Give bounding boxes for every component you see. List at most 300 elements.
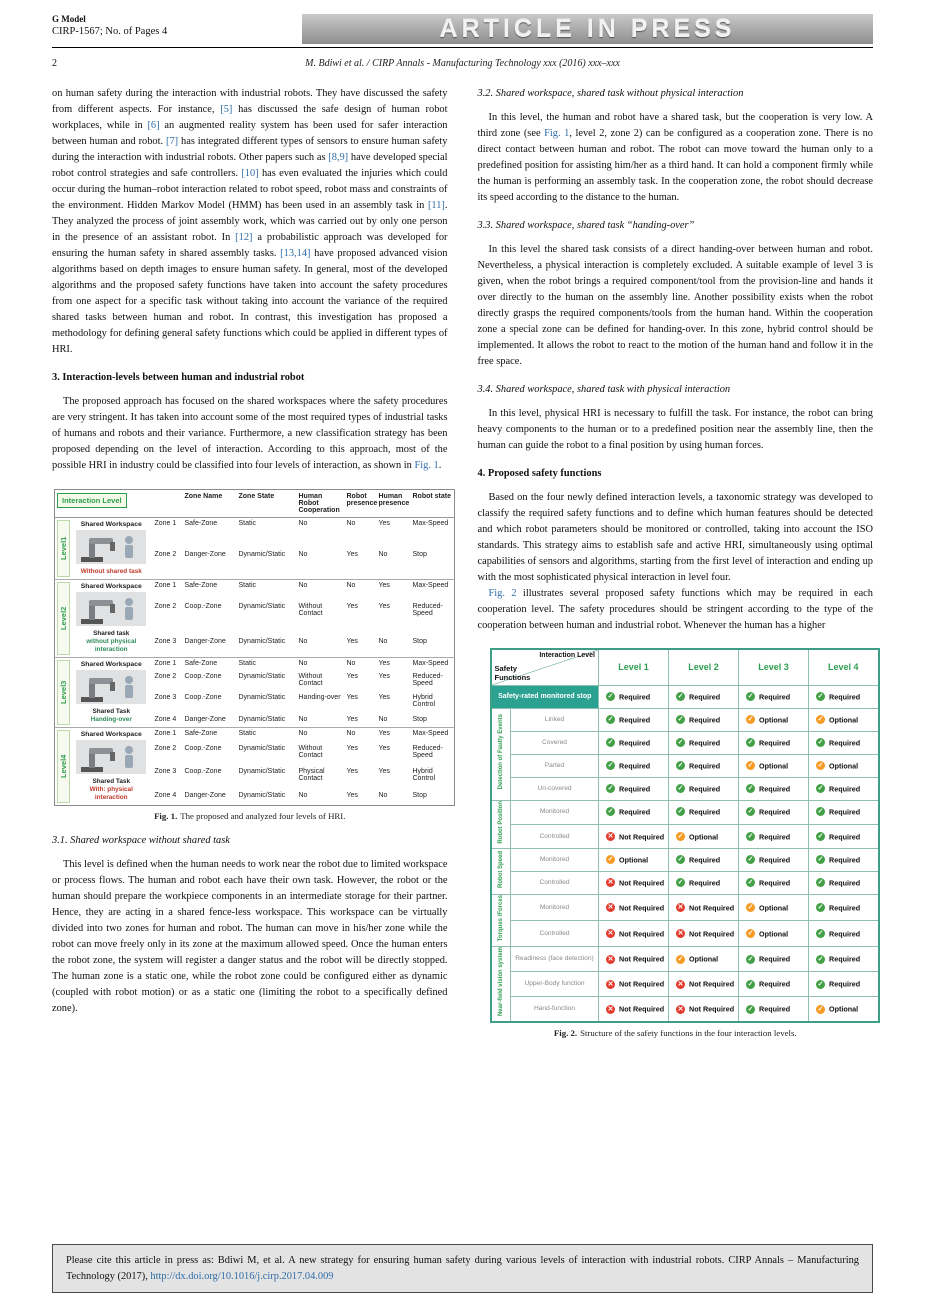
fig2-level-3-header: Level 3 [739, 649, 809, 685]
status-icon-required: ✓ [677, 856, 684, 864]
fig1-cell: Safe-Zone [183, 728, 237, 743]
status-icon-required: ✓ [607, 692, 614, 700]
fig1-cell: No [297, 518, 345, 549]
citation-box [52, 1244, 873, 1293]
safety-status-cell [599, 895, 669, 921]
safety-subfunction-label: Controlled [511, 872, 599, 895]
zone-label: Zone 1 [153, 658, 183, 672]
safety-status-cell [739, 921, 809, 947]
fig1-cell: Dynamic/Static [238, 550, 286, 558]
fig1-cell: Yes [378, 694, 390, 702]
text-segment: an augmented reality system has been used for safer interaction between human and robot. [52, 120, 448, 147]
fig1-cell: No [297, 728, 345, 743]
safety-status-cell [669, 895, 739, 921]
fig1-cell: No [345, 658, 377, 672]
fig1-cell: No [378, 637, 388, 645]
task-subtitle: Shared Task With: physical interaction [89, 778, 133, 801]
fig1-cell: Yes [377, 728, 411, 743]
text-segment: has integrated different types of sensors to ensure human safety during the interaction with industrial robots. Other papers such as [52, 136, 448, 163]
status-icon-not-required: ✕ [607, 930, 614, 938]
status-icon-required: ✓ [747, 784, 754, 792]
safety-status-cell [809, 708, 879, 731]
status-icon-required: ✓ [747, 879, 754, 887]
safety-status-cell [599, 800, 669, 824]
status-icon-not-required: ✕ [677, 1005, 684, 1013]
safety-status-cell [669, 800, 739, 824]
status-icon-not-required: ✕ [607, 980, 614, 988]
fig2-table [490, 648, 880, 1023]
status-icon-required: ✓ [677, 715, 684, 723]
fig1-cell: Without Contact [298, 603, 323, 618]
fig2-level-1-header: Level 1 [599, 649, 669, 685]
fig1-cell: Yes [378, 744, 390, 752]
safety-status-cell [809, 824, 879, 848]
fig1-col-robot-presence: Robot presence [345, 490, 377, 518]
fig1-body [55, 518, 455, 806]
safety-status-cell [809, 685, 879, 708]
fig1-cell: Reduced-Speed [412, 603, 443, 618]
fig1-cell: Danger-Zone [184, 550, 226, 558]
text-segment: has discussed the safe design of human robot workplaces, while in [52, 104, 448, 131]
fig1-cell: Coop.-Zone [184, 694, 222, 702]
inline-reference-link[interactable]: [5] [220, 104, 233, 115]
safety-status-cell [599, 708, 669, 731]
inline-reference-link[interactable]: Fig. 2 [488, 588, 517, 599]
section-33-heading: 3.3. Shared workspace, shared task “handing-over” [477, 220, 695, 231]
status-icon-required: ✓ [747, 1005, 754, 1013]
status-icon-required: ✓ [677, 692, 684, 700]
inline-reference-link[interactable]: [10] [241, 168, 259, 179]
safety-status-cell [809, 849, 879, 872]
safety-group-cell [491, 849, 511, 895]
status-icon-required: ✓ [817, 856, 824, 864]
fig2-row [491, 872, 879, 895]
fig1-row [55, 658, 455, 672]
safety-status-cell [739, 731, 809, 754]
inline-reference-link[interactable]: [11] [427, 200, 445, 211]
status-text: Not Required [619, 979, 665, 989]
inline-reference-link[interactable]: [13,14] [280, 248, 311, 259]
status-text: Required [829, 878, 861, 888]
fig1-cell: Yes [346, 694, 358, 702]
safety-status-cell [809, 921, 879, 947]
inline-reference-link[interactable]: [6] [147, 120, 160, 131]
fig1-cell: No [297, 580, 345, 602]
fig1-cell: Yes [346, 637, 358, 645]
status-text: Required [759, 878, 791, 888]
status-text: Not Required [619, 954, 665, 964]
fig2-row [491, 849, 879, 872]
two-column-body [52, 86, 873, 1038]
fig1-level-block-level2 [55, 580, 153, 658]
status-icon-required: ✓ [677, 738, 684, 746]
fig2-row [491, 731, 879, 754]
section-4-heading: 4. Proposed safety functions [477, 468, 602, 479]
running-title: M. Bdiwi et al. / CIRP Annals - Manufacturing Technology xxx (2016) xxx–xxx [305, 58, 620, 69]
safety-status-cell [739, 708, 809, 731]
safety-group-label: Near-field vision system [497, 947, 504, 1017]
robot-workspace-illustration [76, 592, 146, 628]
fig1-level-block-level4 [55, 728, 153, 806]
task-subtitle: Without shared task [80, 568, 142, 575]
zone-label: Zone 3 [154, 637, 177, 645]
status-icon-optional: ✓ [817, 761, 824, 769]
status-text: Required [829, 783, 861, 793]
fig1-cell: Yes [346, 768, 358, 776]
section-4-paragraph-2 [478, 586, 874, 634]
safety-group-label: Torques /Forces [497, 895, 504, 942]
status-text: Required [829, 954, 861, 964]
safety-status-cell [669, 972, 739, 997]
inline-reference-link[interactable]: Fig. 1 [414, 460, 439, 471]
figure-2 [490, 648, 870, 1023]
safety-status-cell [669, 997, 739, 1023]
fig1-cell: Yes [346, 550, 358, 558]
status-text: Required [619, 737, 651, 747]
fig1-cell: Reduced-Speed [412, 673, 443, 688]
status-icon-required: ✓ [817, 980, 824, 988]
safety-status-cell [739, 800, 809, 824]
safety-status-cell [669, 685, 739, 708]
status-text: Optional [759, 902, 789, 912]
fig1-cell: Dynamic/Static [238, 744, 286, 752]
safety-status-cell [599, 777, 669, 800]
status-icon-required: ✓ [677, 808, 684, 816]
fig1-cell: Static [237, 580, 297, 602]
status-icon-required: ✓ [747, 955, 754, 963]
status-text: Not Required [619, 831, 665, 841]
status-text: Required [689, 878, 721, 888]
level-label: Level4 [57, 730, 70, 803]
fig2-caption-text: Structure of the safety functions in the four interaction levels. [580, 1028, 797, 1039]
fig2-row [491, 972, 879, 997]
status-icon-required: ✓ [677, 879, 684, 887]
inline-reference-link[interactable]: Fig. 1 [544, 128, 570, 139]
section-3-paragraph [52, 394, 448, 474]
status-icon-required: ✓ [817, 879, 824, 887]
status-icon-optional: ✓ [677, 832, 684, 840]
fig2-caption [478, 1028, 874, 1038]
fig1-cell: Coop.-Zone [184, 673, 222, 681]
safety-status-cell [809, 800, 879, 824]
zone-label: Zone 2 [154, 603, 177, 611]
fig2-row [491, 997, 879, 1023]
status-icon-required: ✓ [817, 738, 824, 746]
status-icon-required: ✓ [607, 738, 614, 746]
safety-status-cell [739, 849, 809, 872]
fig1-col-zone [153, 490, 183, 518]
fig1-cell: Dynamic/Static [238, 768, 286, 776]
safety-status-cell [599, 824, 669, 848]
fig1-cell: Danger-Zone [184, 637, 226, 645]
fig1-caption-label: Fig. 1. [154, 811, 178, 821]
fig1-cell: Yes [346, 603, 358, 611]
status-text: Required [619, 783, 651, 793]
robot-workspace-illustration [76, 740, 146, 776]
section-3-heading: 3. Interaction-levels between human and industrial robot [52, 372, 305, 383]
status-text: Not Required [619, 1004, 665, 1014]
safety-status-cell [739, 824, 809, 848]
status-icon-not-required: ✕ [607, 955, 614, 963]
safety-status-cell [599, 947, 669, 972]
safety-status-cell [739, 895, 809, 921]
fig1-cell: No [298, 637, 308, 645]
fig1-cell: Yes [346, 792, 358, 800]
status-text: Optional [829, 760, 859, 770]
fig1-cell: No [345, 580, 377, 602]
status-icon-optional: ✓ [747, 715, 754, 723]
fig2-row [491, 921, 879, 947]
status-icon-required: ✓ [677, 784, 684, 792]
fig1-cell: Dynamic/Static [238, 637, 286, 645]
robot-workspace-illustration [76, 530, 146, 566]
text-segment: have developed special robot control strategies and safe controllers. [52, 152, 448, 179]
status-text: Required [689, 760, 721, 770]
safety-status-cell [809, 731, 879, 754]
status-text: Required [759, 1004, 791, 1014]
fig1-cell: Max-Speed [411, 580, 455, 602]
fig1-cell: Yes [378, 768, 390, 776]
fig1-cell: Max-Speed [411, 658, 455, 672]
status-icon-required: ✓ [747, 808, 754, 816]
section-32-paragraph [478, 110, 874, 206]
status-text: Optional [619, 855, 649, 865]
fig1-cell: Max-Speed [411, 518, 455, 549]
safety-status-cell [599, 972, 669, 997]
fig1-cell: Yes [346, 744, 358, 752]
fig1-row [55, 518, 455, 549]
fig1-cell: Safe-Zone [183, 580, 237, 602]
safety-subfunction-label: Hand-function [511, 997, 599, 1023]
inline-reference-link[interactable]: [12] [235, 232, 253, 243]
fig1-col-human-presence: Human presence [377, 490, 411, 518]
status-icon-not-required: ✕ [677, 903, 684, 911]
status-text: Not Required [689, 929, 735, 939]
status-icon-required: ✓ [747, 980, 754, 988]
inline-reference-link[interactable]: [8,9] [328, 152, 349, 163]
zone-label: Zone 4 [154, 792, 177, 800]
status-icon-required: ✓ [607, 761, 614, 769]
safety-status-cell [669, 947, 739, 972]
safety-status-cell [809, 947, 879, 972]
status-icon-not-required: ✕ [607, 832, 614, 840]
status-icon-required: ✓ [747, 738, 754, 746]
fig1-cell: Without Contact [298, 673, 323, 688]
g-model-label: G Model [52, 14, 86, 24]
zone-label: Zone 4 [154, 715, 177, 723]
status-text: Required [759, 979, 791, 989]
fig1-col-zone-state: Zone State [237, 490, 297, 518]
safety-status-cell [669, 824, 739, 848]
fig2-row [491, 708, 879, 731]
text-segment: Please cite this article in press as: Bdiwi M, et al. A new strategy for ensuring human safety during various levels of interaction with industrial robots. CIRP Annals – Manufacturing Technology (2017), [66, 1255, 859, 1282]
fig1-cell: Reduced-Speed [412, 744, 443, 759]
fig1-cell: No [298, 550, 308, 558]
safety-status-cell [739, 997, 809, 1023]
text-segment: In this level, the human and robot have a shared task, but the cooperation is very low. A third zone (see [477, 112, 873, 139]
status-text: Required [689, 714, 721, 724]
fig1-cell: Static [237, 728, 297, 743]
safety-status-cell [599, 731, 669, 754]
fig1-cell: No [297, 658, 345, 672]
paragraph-intro [52, 86, 448, 358]
workspace-title: Shared Workspace [80, 661, 142, 668]
status-text: Not Required [619, 878, 665, 888]
safety-subfunction-label: Upper-Body function [511, 972, 599, 997]
fig1-cell: Stop [412, 550, 427, 558]
status-text: Required [829, 737, 861, 747]
fig2-corner-safety-functions: Safety Functions [494, 664, 531, 682]
status-text: Optional [759, 760, 789, 770]
status-text: Optional [829, 1004, 859, 1014]
status-text: Required [619, 714, 651, 724]
fig1-cell: Yes [346, 673, 358, 681]
text-segment: on human safety during the interaction with industrial robots. They have discussed the safety from different aspects. For instance, [52, 88, 448, 115]
zone-label: Zone 1 [153, 728, 183, 743]
fig1-cell: Hybrid Control [412, 768, 436, 783]
fig1-cell: No [378, 792, 388, 800]
inline-reference-link[interactable]: [7] [166, 136, 179, 147]
safety-status-cell [809, 872, 879, 895]
safety-group-label: Detection of Faulty Events [497, 713, 504, 790]
fig1-cell: Yes [377, 658, 411, 672]
safety-status-cell [809, 972, 879, 997]
status-icon-not-required: ✕ [607, 1005, 614, 1013]
status-text: Required [619, 691, 651, 701]
fig1-cell: Static [237, 518, 297, 549]
fig1-col-zone-name: Zone Name [183, 490, 237, 518]
fig2-level-2-header: Level 2 [669, 649, 739, 685]
safety-status-cell [669, 777, 739, 800]
safety-status-cell [739, 754, 809, 777]
section-32-heading: 3.2. Shared workspace, shared task without physical interaction [477, 88, 744, 99]
status-text: Required [759, 783, 791, 793]
fig1-cell: Yes [377, 518, 411, 549]
status-text: Required [829, 929, 861, 939]
fig1-row [55, 580, 455, 602]
safety-status-cell [599, 685, 669, 708]
status-icon-required: ✓ [817, 808, 824, 816]
status-text: Optional [689, 954, 719, 964]
safety-status-cell [739, 685, 809, 708]
status-icon-required: ✓ [817, 784, 824, 792]
fig1-cell: No [345, 518, 377, 549]
level-label: Level2 [57, 582, 70, 655]
status-text: Required [689, 783, 721, 793]
zone-label: Zone 2 [154, 550, 177, 558]
fig1-caption-text: The proposed and analyzed four levels of HRI. [180, 811, 346, 821]
fig1-cell: Stop [412, 715, 427, 723]
text-segment: . [438, 460, 442, 471]
workspace-title: Shared Workspace [80, 731, 142, 738]
fig1-cell: Coop.-Zone [184, 768, 222, 776]
fig2-row [491, 800, 879, 824]
article-in-press-banner: ARTICLE IN PRESS [302, 14, 873, 44]
status-text: Required [829, 855, 861, 865]
status-icon-required: ✓ [607, 715, 614, 723]
safety-status-cell [739, 777, 809, 800]
fig1-cell: No [298, 715, 308, 723]
fig1-col-robot-state: Robot state [411, 490, 455, 518]
safety-subfunction-label: Monitored [511, 800, 599, 824]
safety-status-cell [599, 921, 669, 947]
robot-workspace-illustration [76, 670, 146, 706]
task-subtitle: Shared Task Handing-over [90, 708, 132, 723]
fig2-header-row [491, 649, 879, 685]
journal-header [52, 14, 873, 48]
status-text: Not Required [689, 902, 735, 912]
status-text: Required [829, 902, 861, 912]
fig1-cell: No [298, 792, 308, 800]
text-segment: have proposed advanced vision algorithms based on depth images to ensure human safety. In general, most of the developed algorithms and the proposed safety functions have taken into account the safety procedures from one aspect for a specific task without taking into account the variance of the required shared tasks between human and robot. In contrast, this investigation has proposed a methodology for defining general safety functions which could be applied in different types of HRI. [52, 248, 448, 355]
status-icon-optional: ✓ [747, 930, 754, 938]
safety-subfunction-label: Controlled [511, 824, 599, 848]
section-33-paragraph: In this level the shared task consists of a direct handing-over between human and robot. Nevertheless, a physical interaction is completely excluded. A suitable example of level 3 is given, when the robot brings a required component/tool from the provision-line and hands it over directly to the human on the assembly line. Another possibility exists when the robot directly grasps the required components/tools from the human hand. Within the cooperation zone a special zone can be defined for handing-over. In this zone, hybrid control should be implemented. It allows the robot to react to the motion of the human hand and follow it in the free space. [477, 244, 873, 367]
zone-label: Zone 3 [154, 768, 177, 776]
status-text: Not Required [689, 979, 735, 989]
text-segment: has even evaluated the injuries which could occur during the human–robot interaction related to robot speed, robot mass and constraints of the environment. Hidden Markov Model (HMM) has been used in an assembly task in [52, 168, 448, 211]
status-icon-required: ✓ [607, 784, 614, 792]
safety-status-cell [809, 997, 879, 1023]
fig1-col-cooperation: Human Robot Cooperation [297, 490, 345, 518]
fig1-cell: Yes [346, 715, 358, 723]
status-icon-not-required: ✕ [677, 930, 684, 938]
status-text: Optional [689, 831, 719, 841]
text-segment: The proposed approach has focused on the shared workspaces where the safety procedures are very stringent. It has taken into account some of the most required types of industrial tasks of humans and robots and their variance. Furthermore, a new classification strategy has been proposed depending on the level of interaction. According to this approach, most of the possible HRI in industry could be classified into four levels of interaction, as shown in [52, 396, 448, 471]
status-icon-required: ✓ [817, 692, 824, 700]
workspace-title: Shared Workspace [80, 583, 142, 590]
status-text: Optional [759, 929, 789, 939]
safety-subfunction-label: Controlled [511, 921, 599, 947]
fig1-table [54, 489, 455, 806]
status-icon-optional: ✓ [817, 1005, 824, 1013]
safety-status-cell [809, 754, 879, 777]
fig1-interaction-level-header: Interaction Level [57, 493, 127, 508]
status-icon-not-required: ✕ [677, 980, 684, 988]
citation-text [66, 1253, 859, 1284]
safety-subfunction-label: Linked [511, 708, 599, 731]
text-segment: illustrates several proposed safety functions which may be required in each cooperation level. The safety procedures should be stringent according to the type of the cooperation between human and industrial robot. Whenever the human has a higher [477, 588, 873, 631]
fig1-cell: Stop [412, 637, 427, 645]
fig1-cell: No [378, 550, 388, 558]
status-text: Required [619, 807, 651, 817]
status-text: Required [689, 807, 721, 817]
safety-status-cell [599, 849, 669, 872]
status-text: Required [829, 831, 861, 841]
status-text: Required [689, 691, 721, 701]
status-icon-not-required: ✕ [607, 879, 614, 887]
text-segment: . They analyzed the process of joint assembly work, which was carried out by only one person in the presence of an assistant robot. In [52, 200, 448, 243]
status-icon-required: ✓ [817, 903, 824, 911]
status-icon-optional: ✓ [607, 856, 614, 864]
fig2-row [491, 947, 879, 972]
status-text: Not Required [619, 929, 665, 939]
status-icon-required: ✓ [817, 930, 824, 938]
fig1-cell: Dynamic/Static [238, 694, 286, 702]
page-number: 2 [52, 58, 57, 69]
fig2-body [491, 685, 879, 1022]
section-34-paragraph: In this level, physical HRI is necessary to fulfill the task. For instance, the robot can bring heavy components to the human or to a predefined position near the assembly line, then the human can guide the robot to a final position by using human forces. [477, 408, 873, 451]
fig2-row [491, 754, 879, 777]
status-icon-optional: ✓ [747, 761, 754, 769]
safety-group-label: Safety-rated monitored stop [491, 685, 599, 708]
safety-group-label: Robot Speed [497, 850, 504, 888]
fig2-row [491, 685, 879, 708]
fig2-row [491, 895, 879, 921]
status-icon-required: ✓ [817, 955, 824, 963]
inline-reference-link[interactable]: http://dx.doi.org/10.1016/j.cirp.2017.04.009 [150, 1270, 334, 1282]
fig1-cell: No [378, 715, 388, 723]
